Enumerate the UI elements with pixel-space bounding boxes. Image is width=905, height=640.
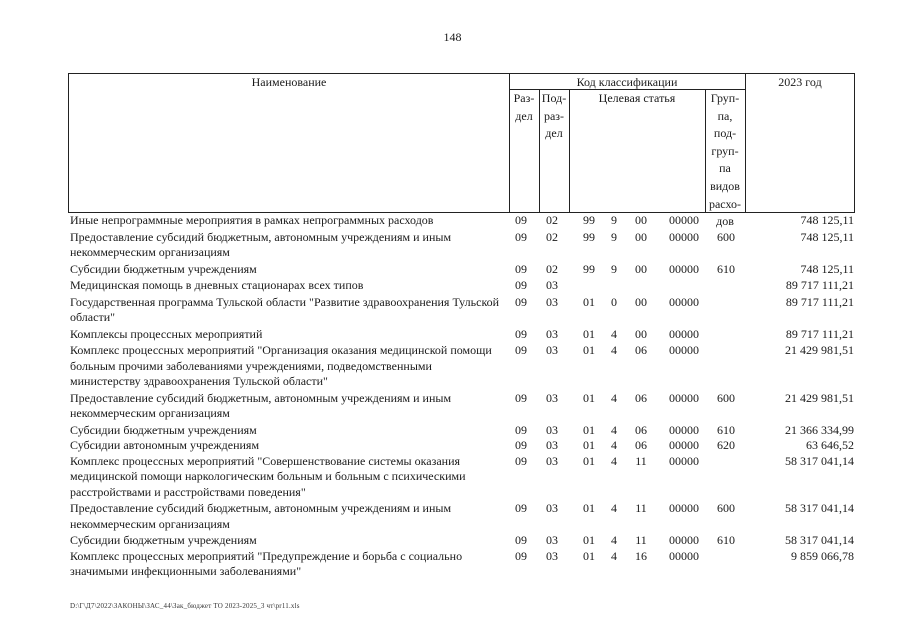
row-target-direction: 00000	[669, 326, 699, 341]
row-target-element: 06	[635, 390, 647, 405]
row-target-program: 99	[583, 213, 595, 227]
row-amount: 58 317 041,14	[785, 533, 854, 547]
table-row	[70, 391, 856, 422]
row-podrazdel: 03	[546, 326, 558, 341]
row-amount: 58 317 041,14	[785, 501, 854, 515]
row-target-type: 0	[611, 294, 617, 309]
row-target-element: 00	[635, 261, 647, 276]
row-name: Иные непрограммные мероприятия в рамках непрограммных расходов	[70, 213, 434, 227]
row-amount: 9 859 066,78	[791, 548, 854, 563]
row-expense-group: 610	[717, 533, 735, 547]
header-name: Наименование	[251, 75, 327, 89]
table-row	[70, 438, 856, 454]
row-target-direction: 00000	[669, 261, 699, 276]
table-row	[70, 213, 856, 229]
row-razdel: 09	[515, 438, 527, 452]
page-number: 148	[443, 30, 462, 44]
header-code: Код классификации	[576, 75, 678, 89]
row-target-element: 00	[635, 213, 647, 227]
table-body	[70, 213, 856, 580]
file-path: D:\Г\Д7\2022\ЗАКОНЫ\ЗАС_44\Зак_бюджет ТО 2023-2025_3 чт\pr11.xls	[70, 602, 300, 610]
row-name: Государственная программа Тульской области "Развитие здравоохранения Тульской области"	[70, 294, 500, 324]
row-target-element: 00	[635, 229, 647, 244]
row-target-direction: 00000	[669, 501, 699, 515]
row-target-direction: 00000	[669, 548, 699, 563]
row-podrazdel: 03	[546, 533, 558, 547]
row-amount: 89 717 111,21	[785, 326, 854, 341]
row-razdel: 09	[515, 533, 527, 547]
header-year: 2023 год	[778, 75, 822, 89]
row-podrazdel: 03	[546, 390, 558, 405]
table-row	[70, 295, 856, 326]
row-target-program: 01	[583, 501, 595, 515]
row-amount: 89 717 111,21	[785, 294, 854, 309]
header-podrazdel: Под- раз- дел	[541, 91, 567, 141]
row-razdel: 09	[515, 213, 527, 227]
row-podrazdel: 02	[546, 213, 558, 227]
row-target-program: 01	[583, 326, 595, 341]
table-row	[70, 501, 856, 532]
row-amount: 63 646,52	[806, 438, 854, 452]
row-target-direction: 00000	[669, 343, 699, 357]
row-target-type: 9	[611, 229, 617, 244]
row-target-program: 01	[583, 453, 595, 468]
table-row	[70, 278, 856, 294]
row-target-type: 4	[611, 438, 617, 452]
row-podrazdel: 02	[546, 229, 558, 244]
table-row	[70, 454, 856, 501]
row-expense-group: 610	[717, 261, 735, 276]
row-target-element: 16	[635, 548, 647, 563]
row-podrazdel: 03	[546, 501, 558, 515]
row-name: Предоставление субсидий бюджетным, автономным учреждениям и иным некоммерческим организациям	[70, 390, 452, 420]
row-target-program: 01	[583, 548, 595, 563]
row-name: Субсидии бюджетным учреждениям	[70, 533, 257, 547]
row-podrazdel: 03	[546, 453, 558, 468]
table-row	[70, 549, 856, 580]
row-target-type: 9	[611, 261, 617, 276]
row-expense-group: 600	[717, 229, 735, 244]
table-row	[70, 343, 856, 390]
row-target-element: 06	[635, 343, 647, 357]
row-name: Предоставление субсидий бюджетным, автономным учреждениям и иным некоммерческим организациям	[70, 229, 452, 259]
table-row	[70, 423, 856, 439]
row-target-program: 99	[583, 229, 595, 244]
row-target-program: 01	[583, 390, 595, 405]
row-target-element: 06	[635, 422, 647, 437]
row-target-program: 01	[583, 294, 595, 309]
header-target: Целевая статья	[598, 91, 676, 105]
row-amount: 748 125,11	[800, 213, 854, 227]
row-razdel: 09	[515, 326, 527, 341]
row-target-direction: 00000	[669, 294, 699, 309]
table-row	[70, 327, 856, 343]
header-group: Груп- па, под- груп- па видов расхо- дов	[708, 91, 742, 229]
row-amount: 58 317 041,14	[785, 453, 854, 468]
row-target-direction: 00000	[669, 229, 699, 244]
row-target-element: 11	[635, 501, 647, 515]
row-name: Медицинская помощь в дневных стационарах всех типов	[70, 278, 364, 292]
row-target-type: 4	[611, 343, 617, 357]
row-expense-group: 620	[717, 438, 735, 452]
row-podrazdel: 03	[546, 438, 558, 452]
row-target-direction: 00000	[669, 533, 699, 547]
row-podrazdel: 02	[546, 261, 558, 276]
row-name: Комплексы процессных мероприятий	[70, 326, 263, 341]
row-target-type: 9	[611, 213, 617, 227]
row-name: Комплекс процессных мероприятий "Предупреждение и борьба с социально значимыми инфекционными заболеваниями"	[70, 548, 463, 578]
row-target-direction: 00000	[669, 438, 699, 452]
row-razdel: 09	[515, 453, 527, 468]
row-target-program: 01	[583, 422, 595, 437]
row-target-program: 01	[583, 533, 595, 547]
row-target-type: 4	[611, 422, 617, 437]
table-row	[70, 533, 856, 549]
row-razdel: 09	[515, 278, 527, 292]
row-target-type: 4	[611, 501, 617, 515]
row-target-type: 4	[611, 548, 617, 563]
row-name: Комплекс процессных мероприятий "Организация оказания медицинской помощи больным прочими заболеваниями учреждениями, подведомственными министерству здравоохранения Тульской области"	[70, 343, 492, 388]
row-name: Субсидии бюджетным учреждениям	[70, 261, 257, 276]
row-podrazdel: 03	[546, 278, 558, 292]
row-target-direction: 00000	[669, 422, 699, 437]
row-amount: 89 717 111,21	[785, 278, 854, 292]
row-target-type: 4	[611, 326, 617, 341]
row-target-program: 01	[583, 343, 595, 357]
row-amount: 21 429 981,51	[785, 390, 854, 405]
row-razdel: 09	[515, 422, 527, 437]
row-target-type: 4	[611, 453, 617, 468]
row-name: Предоставление субсидий бюджетным, автономным учреждениям и иным некоммерческим организациям	[70, 501, 452, 531]
row-target-type: 4	[611, 390, 617, 405]
row-amount: 21 366 334,99	[785, 422, 854, 437]
row-podrazdel: 03	[546, 343, 558, 357]
row-podrazdel: 03	[546, 548, 558, 563]
row-name: Субсидии автономным учреждениям	[70, 438, 260, 452]
row-razdel: 09	[515, 261, 527, 276]
row-target-program: 01	[583, 438, 595, 452]
row-target-direction: 00000	[669, 390, 699, 405]
row-target-element: 11	[635, 533, 647, 547]
row-razdel: 09	[515, 548, 527, 563]
row-expense-group: 600	[717, 501, 735, 515]
row-razdel: 09	[515, 390, 527, 405]
row-razdel: 09	[515, 229, 527, 244]
row-target-element: 06	[635, 438, 647, 452]
table-row	[70, 230, 856, 261]
row-name: Субсидии бюджетным учреждениям	[70, 422, 257, 437]
table-row	[70, 262, 856, 278]
row-name: Комплекс процессных мероприятий "Совершенствование системы оказания медицинской помощи наркологическим больным и больным с психическими расстройствами и расстройствами поведения"	[70, 453, 466, 499]
row-expense-group: 600	[717, 390, 735, 405]
row-razdel: 09	[515, 343, 527, 357]
row-target-program: 99	[583, 261, 595, 276]
row-amount: 21 429 981,51	[785, 343, 854, 357]
row-target-element: 11	[635, 453, 647, 468]
row-target-element: 00	[635, 326, 647, 341]
row-target-type: 4	[611, 533, 617, 547]
row-target-direction: 00000	[669, 213, 699, 227]
row-amount: 748 125,11	[800, 261, 854, 276]
row-target-direction: 00000	[669, 453, 699, 468]
row-podrazdel: 03	[546, 294, 558, 309]
header-razdel: Раз- дел	[513, 91, 535, 123]
row-podrazdel: 03	[546, 422, 558, 437]
row-razdel: 09	[515, 294, 527, 309]
row-razdel: 09	[515, 501, 527, 515]
row-amount: 748 125,11	[800, 229, 854, 244]
row-expense-group: 610	[717, 422, 735, 437]
row-target-element: 00	[635, 294, 647, 309]
